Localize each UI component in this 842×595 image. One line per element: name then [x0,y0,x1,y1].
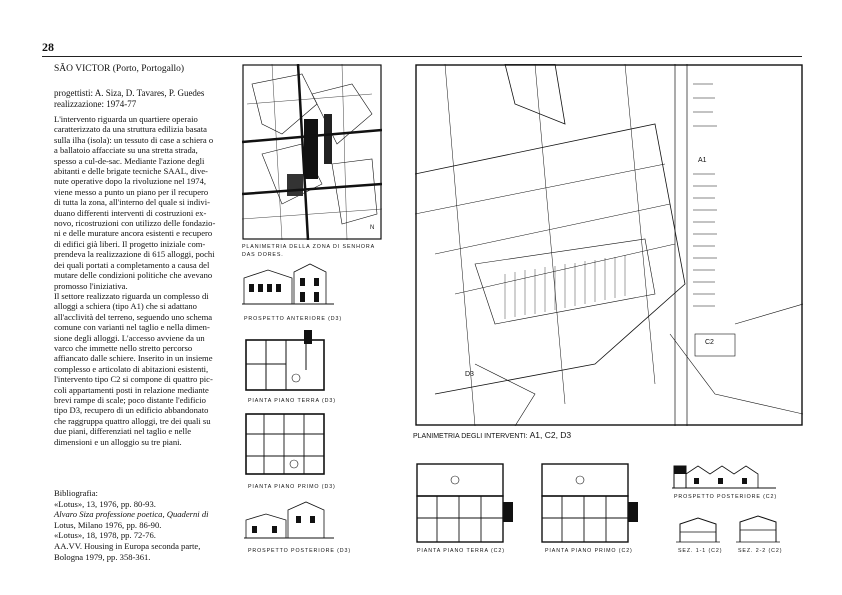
first-plan-d3-drawing [244,412,326,476]
caption-section-2: SEZ. 2-2 (C2) [738,548,783,554]
rear-elevation-d3-drawing [244,500,334,540]
caption-section-1: SEZ. 1-1 (C2) [678,548,723,554]
description-line: varco che immette nello stretto percorso [54,342,193,353]
header-rule [42,56,802,57]
description-line: sione degli alloggi. L'accesso avviene da un [54,332,205,343]
bibliography-item: AA.VV. Housing in Europa seconda parte, [54,540,201,551]
north-label: N [370,225,375,231]
caption-site-plan-2: DAS DORES. [242,252,284,258]
bibliography-item: Alvaro Siza professione poetica, Quaderni di [54,509,209,520]
bibliography-item: Bologna 1979, pp. 358-361. [54,551,151,562]
caption-site-plan-1: PLANIMETRIA DELLA ZONA DI SENHORA [242,244,376,250]
caption-interventions-prefix: PLANIMETRIA DEGLI INTERVENTI: [413,433,528,440]
description-line: che raggruppa quattro alloggi, tre dei quali su [54,415,211,426]
description-line: l'intervento tipo C2 si compone di quattro pic- [54,374,213,385]
credits-date: realizzazione: 1974-77 [54,99,137,109]
caption-rear-elevation-d3: PROSPETTO POSTERIORE (D3) [248,548,352,554]
section-2-drawing [736,514,780,544]
description-line: brevi rampe di scale; poco distante l'edificio [54,394,206,405]
caption-rear-elevation-c2: PROSPETTO POSTERIORE (C2) [674,494,778,500]
description-line: dei quali portati a completamento a causa del [54,259,210,270]
map-label-c2: C2 [705,339,714,346]
rear-elevation-c2-drawing [672,462,776,490]
project-credits [54,88,204,110]
description-line: comune con varianti nel taglio e nella dimen- [54,322,210,333]
description-line: alloggi a schiera (tipo A1) che si adattano [54,301,197,312]
caption-interventions-codes: A1, C2, D3 [529,430,572,440]
interventions-plan-drawing [415,64,803,426]
description-line: mutare delle condizioni politiche che avevano [54,270,213,281]
bibliography [54,488,234,562]
description-line: complesso e articolato di abitazioni esistenti, [54,363,209,374]
ground-plan-d3-drawing [244,330,326,392]
site-plan-zone-drawing [242,64,382,240]
description-line: ni e delle murature ancora esistenti e recupero [54,228,213,239]
description-line: caratterizzato da una struttura edilizia basata [54,124,207,135]
description-line: due piani, differenziati nel taglio e nelle [54,426,192,437]
description-text [54,114,234,447]
bibliography-item: «Lotus», 13, 1976, pp. 80-93. [54,498,156,509]
map-label-a1: A1 [698,157,707,164]
section-1-drawing [676,514,720,544]
project-title: SÃO VICTOR (Porto, Portogallo) [54,64,185,74]
front-elevation-d3-drawing [242,262,334,306]
description-line: spesso a cul-de-sac. Mediante l'azione degli [54,155,205,166]
description-line: di tutta la zona, all'interno del quale si indivi- [54,197,210,208]
description-line: novo, ricostruzioni con utilizzo delle fondazio- [54,218,216,229]
caption-front-elevation: PROSPETTO ANTERIORE (D3) [244,316,343,322]
map-label-d3: D3 [465,371,474,378]
description-line: sulla ilha (isola): un tessuto di case a schiera o [54,134,214,145]
description-line: all'acclività del terreno, seguendo uno schema [54,311,213,322]
page-number: 28 [42,40,54,54]
description-line: affiancato dalle schiere. Inserito in un insieme [54,353,213,364]
description-line: coli appartamenti posti in relazione mediante [54,384,209,395]
description-line: abitanti e delle brigate tecniche SAAL, dive- [54,166,208,177]
description-line: viene messo a punto un piano per il recupero [54,186,209,197]
caption-first-plan-c2: PIANTA PIANO PRIMO (C2) [545,548,633,554]
ground-plan-c2-drawing [415,462,517,546]
description-line: L'intervento riguarda un quartiere operaio [54,114,198,124]
caption-ground-plan-d3: PIANTA PIANO TERRA (D3) [248,398,336,404]
bibliography-item: «Lotus», 18, 1978, pp. 72-76. [54,530,156,541]
description-line: dimensioni e un alloggio su tre piani. [54,436,182,447]
caption-ground-plan-c2: PIANTA PIANO TERRA (C2) [417,548,505,554]
description-line: tipo D3, recupero di un edificio abbandonato [54,405,209,416]
caption-first-plan-d3: PIANTA PIANO PRIMO (D3) [248,484,336,490]
description-line: nute operative dopo la rivoluzione nel 1974, [54,176,207,187]
description-line: promosso l'iniziativa. [54,280,128,291]
caption-interventions-plan [413,430,571,440]
bibliography-item: Lotus, Milano 1976, pp. 86-90. [54,519,162,530]
description-line: duano differenti interventi di costruzioni ex- [54,207,207,218]
description-line: di edifici già liberi. Il progetto iniziale com- [54,238,206,249]
credits-designers: progettisti: A. Siza, D. Tavares, P. Guedes [54,88,205,98]
description-line: Il settore realizzato riguarda un complesso di [54,290,209,301]
first-plan-c2-drawing [540,462,642,546]
description-line: a ballatoio affacciate su una stretta strada, [54,145,198,156]
bibliography-heading: Bibliografia: [54,488,98,498]
description-line: prendeva la realizzazione di 615 alloggi, pochi [54,249,215,260]
